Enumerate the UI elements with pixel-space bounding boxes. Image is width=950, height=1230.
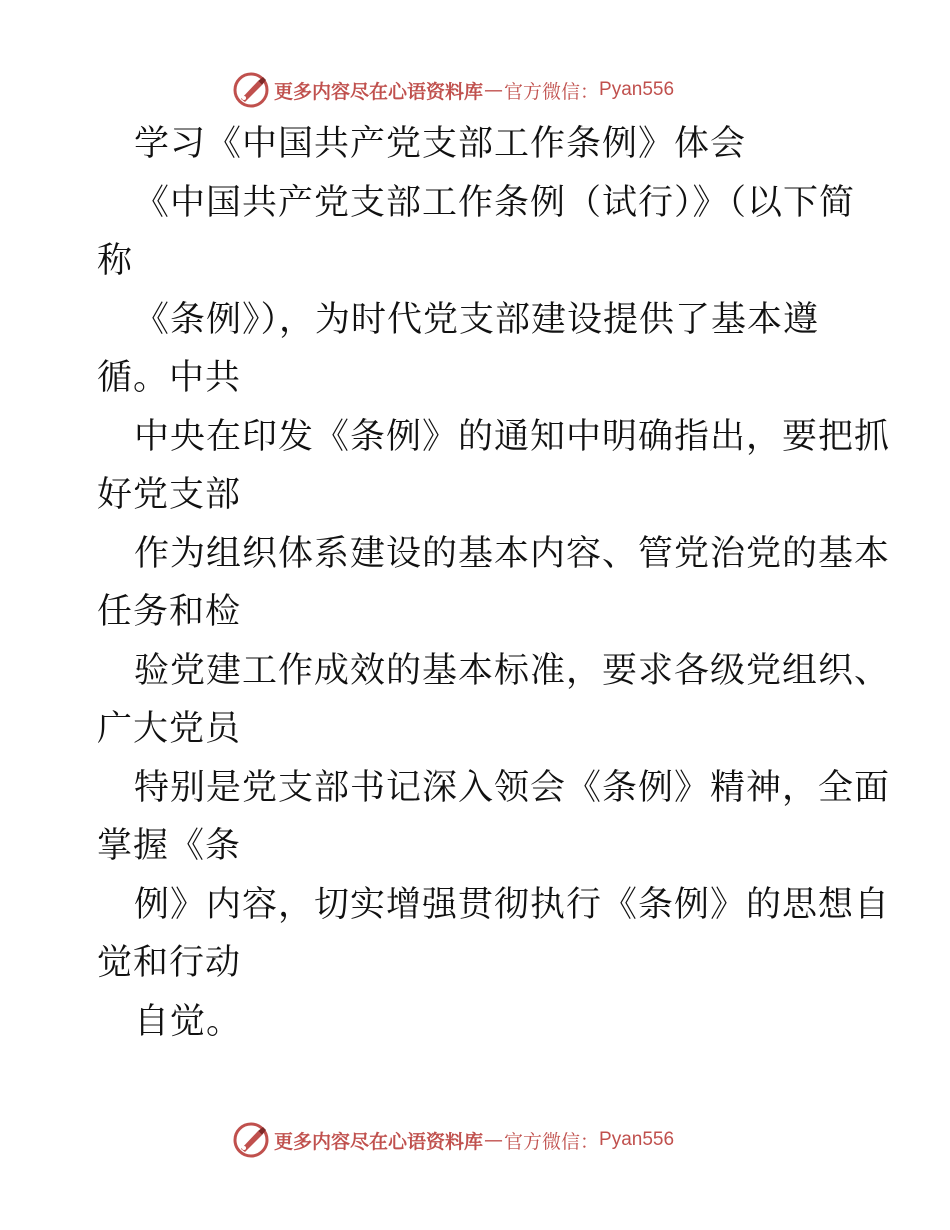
- paragraph-line: 任务和检: [97, 592, 242, 632]
- banner-wechat-id: Pyan556: [599, 1129, 675, 1150]
- paragraph-line: 称: [97, 241, 134, 281]
- footer-banner: [232, 1120, 674, 1160]
- paragraph-line: 好党支部: [97, 475, 242, 515]
- paragraph-line: 中央在印发《条例》的通知中明确指出，要把抓: [134, 417, 891, 457]
- banner-dash: —: [484, 79, 504, 101]
- banner-title: 更多内容尽在心语资料库: [274, 80, 484, 103]
- paragraph-line: 自觉。: [134, 1002, 243, 1042]
- banner-title: 更多内容尽在心语资料库: [274, 1130, 484, 1153]
- pen-logo-icon: [232, 1121, 270, 1159]
- paragraph-line: 例》内容，切实增强贯彻执行《条例》的思想自: [134, 885, 891, 925]
- paragraph-line: 广大党员: [97, 709, 242, 749]
- banner-wechat-label: 官方微信：: [504, 80, 600, 103]
- header-banner: [232, 70, 674, 110]
- document-title: 学习《中国共产党支部工作条例》体会: [134, 124, 747, 164]
- paragraph-line: 验党建工作成效的基本标准，要求各级党组织、: [134, 651, 891, 691]
- paragraph-line: 掌握《条: [97, 826, 242, 866]
- pen-logo-icon: [232, 71, 270, 109]
- paragraph-line: 循。中共: [97, 358, 242, 398]
- banner-wechat-label: 官方微信：: [504, 1130, 600, 1153]
- paragraph-line: 特别是党支部书记深入领会《条例》精神，全面: [134, 768, 891, 808]
- paragraph-line: 《条例》），为时代党支部建设提供了基本遵: [134, 300, 820, 340]
- paragraph-line: 《中国共产党支部工作条例（试行）》（以下简: [134, 183, 856, 223]
- banner-wechat-id: Pyan556: [599, 79, 675, 100]
- paragraph-line: 觉和行动: [97, 943, 242, 983]
- paragraph-line: 作为组织体系建设的基本内容、管党治党的基本: [134, 534, 891, 574]
- banner-dash: —: [484, 1129, 504, 1151]
